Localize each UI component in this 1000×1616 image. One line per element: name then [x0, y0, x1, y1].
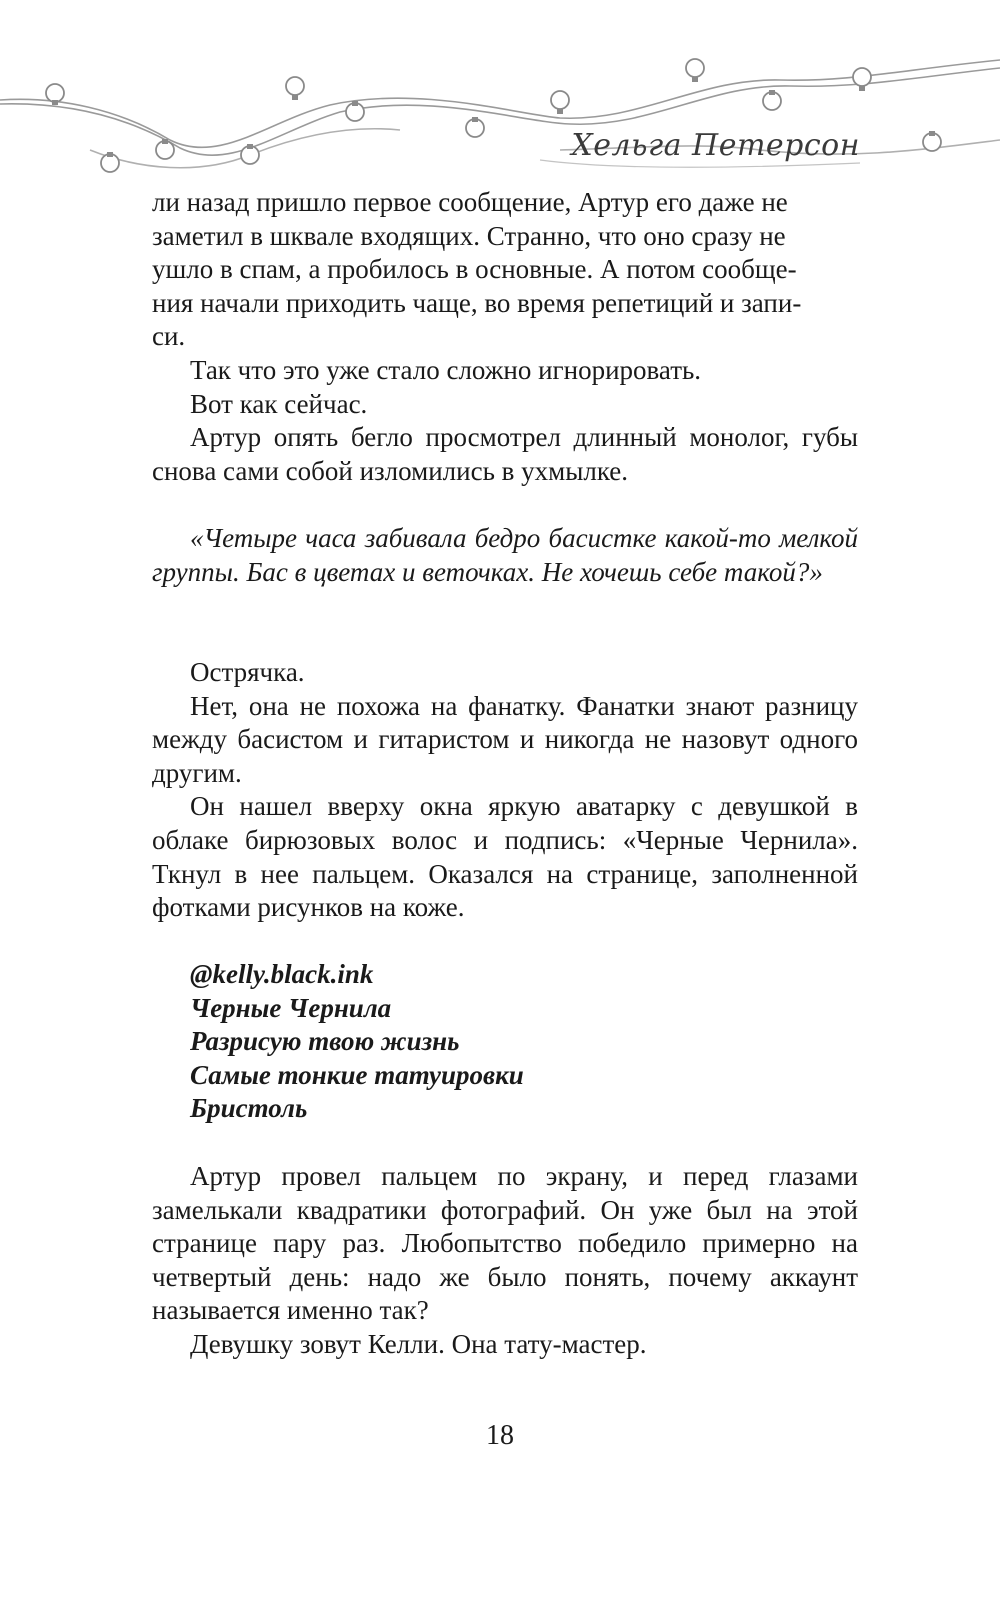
paragraph-group-3 — [152, 1160, 858, 1362]
profile-name: Черные Чернила — [190, 992, 392, 1023]
paragraph: Острячка. — [190, 657, 305, 687]
paragraph-continuation — [152, 186, 858, 354]
paragraph: Так что это уже стало сложно игнорировать. — [190, 355, 702, 385]
paragraph: Он нашел вверху окна яркую аватарку с девушкой в облаке бирюзовых волос и подпись: «Черные Чернила». Ткнул в нее пальцем. Оказался на странице, заполненной фотками рисунков на коже. — [152, 791, 858, 923]
page-number: 18 — [486, 1420, 514, 1451]
running-header-author: Хельга Петерсон — [571, 128, 860, 163]
paragraph: Девушку зовут Келли. Она тату-мастер. — [190, 1328, 647, 1359]
profile-block — [190, 958, 524, 1126]
text-line: заметил в шквале входящих. Странно, что оно сразу не — [152, 220, 786, 251]
paragraph: Вот как сейчас. — [190, 388, 368, 419]
text-line: ли назад пришло первое сообщение, Артур его даже не — [152, 187, 788, 217]
paragraph: Нет, она не похожа на фанатку. Фанатки знают разницу между басистом и гитаристом и никогда не назовут одного другим. — [152, 690, 858, 788]
paragraph: Артур опять бегло просмотрел длинный монолог, губы снова сами собой изломились в ухмылке. — [152, 422, 858, 486]
paragraph: Артур провел пальцем по экрану, и перед глазами замелькали квадратики фотографий. Он уже был на этой странице пару раз. Любопытство победило примерно на четвертый день: надо же было понять, почему аккаунт называется именно так? — [152, 1161, 858, 1326]
text-line: си. — [152, 321, 186, 352]
paragraph-group-2 — [152, 656, 858, 925]
profile-specialty: Самые тонкие татуировки — [190, 1059, 524, 1090]
string-lights-ornament — [0, 0, 1000, 200]
quote-text: «Четыре часа забивала бедро басистке какой-то мелкой группы. Бас в цветах и веточках. Не хочешь себе такой?» — [152, 523, 858, 587]
profile-tagline: Разрисую твою жизнь — [190, 1026, 460, 1057]
profile-handle: @kelly.black.ink — [190, 959, 374, 989]
message-quote — [152, 522, 858, 589]
paragraph-group-1 — [152, 354, 858, 488]
profile-city: Бристоль — [190, 1093, 308, 1124]
text-line: ния начали приходить чаще, во время репетиций и запи- — [152, 287, 802, 318]
text-line: ушло в спам, а пробилось в основные. А потом сообще- — [152, 254, 797, 285]
